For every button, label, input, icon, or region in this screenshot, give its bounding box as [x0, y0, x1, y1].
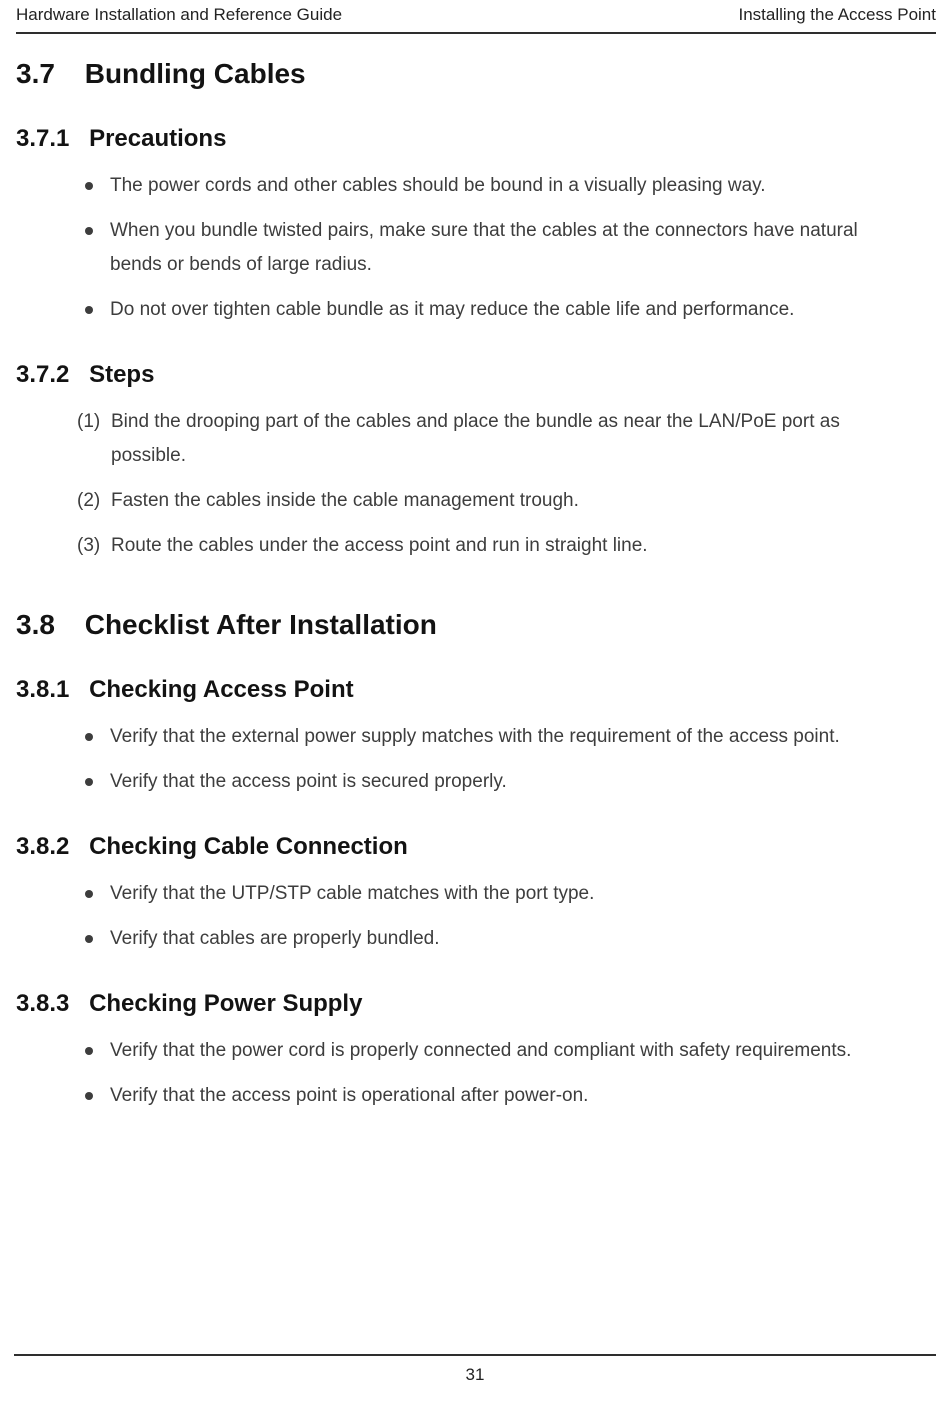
section-title: Precautions: [89, 125, 227, 152]
section-number: 3.8.1: [16, 676, 70, 703]
bullet-icon: [85, 935, 93, 943]
step-text: Route the cables under the access point and run in straight line.: [111, 535, 648, 556]
section-number: 3.8: [16, 609, 55, 640]
section-heading-steps: [16, 360, 910, 390]
page-number: 31: [465, 1365, 485, 1384]
list-item-text: Verify that the UTP/STP cable matches with the port type.: [110, 883, 595, 904]
section-number: 3.7: [16, 58, 55, 89]
list-item-text: Verify that cables are properly bundled.: [110, 928, 440, 949]
bullet-icon: [85, 778, 93, 786]
checking-cable-connection-bullet-list: [16, 877, 910, 956]
step-number: (1): [77, 411, 101, 432]
section-heading-checking-access-point: [16, 675, 910, 705]
list-item: [16, 922, 910, 956]
bullet-icon: [85, 890, 93, 898]
list-item: [16, 293, 910, 327]
section-heading-checklist-after-installation: [16, 607, 910, 642]
page-header: [0, 0, 950, 34]
step-text: Fasten the cables inside the cable management trough.: [111, 490, 579, 511]
header-chapter-title: Installing the Access Point: [738, 5, 936, 24]
step-text: Bind the drooping part of the cables and place the bundle as near the LAN/PoE port as possible.: [111, 411, 840, 466]
section-number: 3.7.1: [16, 125, 70, 152]
bullet-icon: [85, 182, 93, 190]
list-item: [16, 1079, 910, 1113]
bullet-icon: [85, 227, 93, 235]
step-item: [16, 405, 910, 473]
checking-access-point-bullet-list: [16, 720, 910, 799]
section-number: 3.8.3: [16, 990, 70, 1017]
section-heading-bundling-cables: [16, 56, 910, 91]
checking-power-supply-bullet-list: [16, 1034, 910, 1113]
step-number: (2): [77, 490, 101, 511]
list-item-text: Verify that the power cord is properly connected and compliant with safety requirements.: [110, 1040, 852, 1061]
header-rule: [16, 32, 936, 34]
precautions-bullet-list: [16, 169, 910, 327]
list-item-text: Do not over tighten cable bundle as it may reduce the cable life and performance.: [110, 299, 795, 320]
section-title: Checklist After Installation: [84, 609, 437, 640]
step-item: [16, 484, 910, 518]
section-heading-checking-power-supply: [16, 989, 910, 1019]
bullet-icon: [85, 1092, 93, 1100]
section-title: Checking Access Point: [89, 676, 354, 703]
header-row: [16, 5, 936, 25]
list-item-text: Verify that the external power supply matches with the requirement of the access point.: [110, 726, 840, 747]
steps-numbered-list: [16, 405, 910, 563]
bullet-icon: [85, 306, 93, 314]
section-title: Bundling Cables: [84, 58, 306, 89]
section-title: Checking Power Supply: [89, 990, 363, 1017]
list-item-text: Verify that the access point is operational after power-on.: [110, 1085, 589, 1106]
page-footer: [14, 1354, 936, 1385]
list-item: [16, 214, 910, 282]
list-item: [16, 765, 910, 799]
list-item: [16, 169, 910, 203]
section-title: Checking Cable Connection: [89, 833, 408, 860]
list-item: [16, 1034, 910, 1068]
page-content: [0, 56, 950, 1113]
bullet-icon: [85, 733, 93, 741]
list-item: [16, 877, 910, 911]
section-number: 3.8.2: [16, 833, 70, 860]
section-number: 3.7.2: [16, 361, 70, 388]
section-title: Steps: [89, 361, 155, 388]
header-doc-title: Hardware Installation and Reference Guide: [16, 5, 343, 24]
bullet-icon: [85, 1047, 93, 1055]
list-item-text: When you bundle twisted pairs, make sure that the cables at the connectors have natural bends or bends of large radius.: [110, 220, 858, 275]
list-item: [16, 720, 910, 754]
list-item-text: Verify that the access point is secured properly.: [110, 771, 507, 792]
list-item-text: The power cords and other cables should be bound in a visually pleasing way.: [110, 175, 766, 196]
step-number: (3): [77, 535, 101, 556]
section-heading-precautions: [16, 124, 910, 154]
section-heading-checking-cable-connection: [16, 832, 910, 862]
step-item: [16, 529, 910, 563]
